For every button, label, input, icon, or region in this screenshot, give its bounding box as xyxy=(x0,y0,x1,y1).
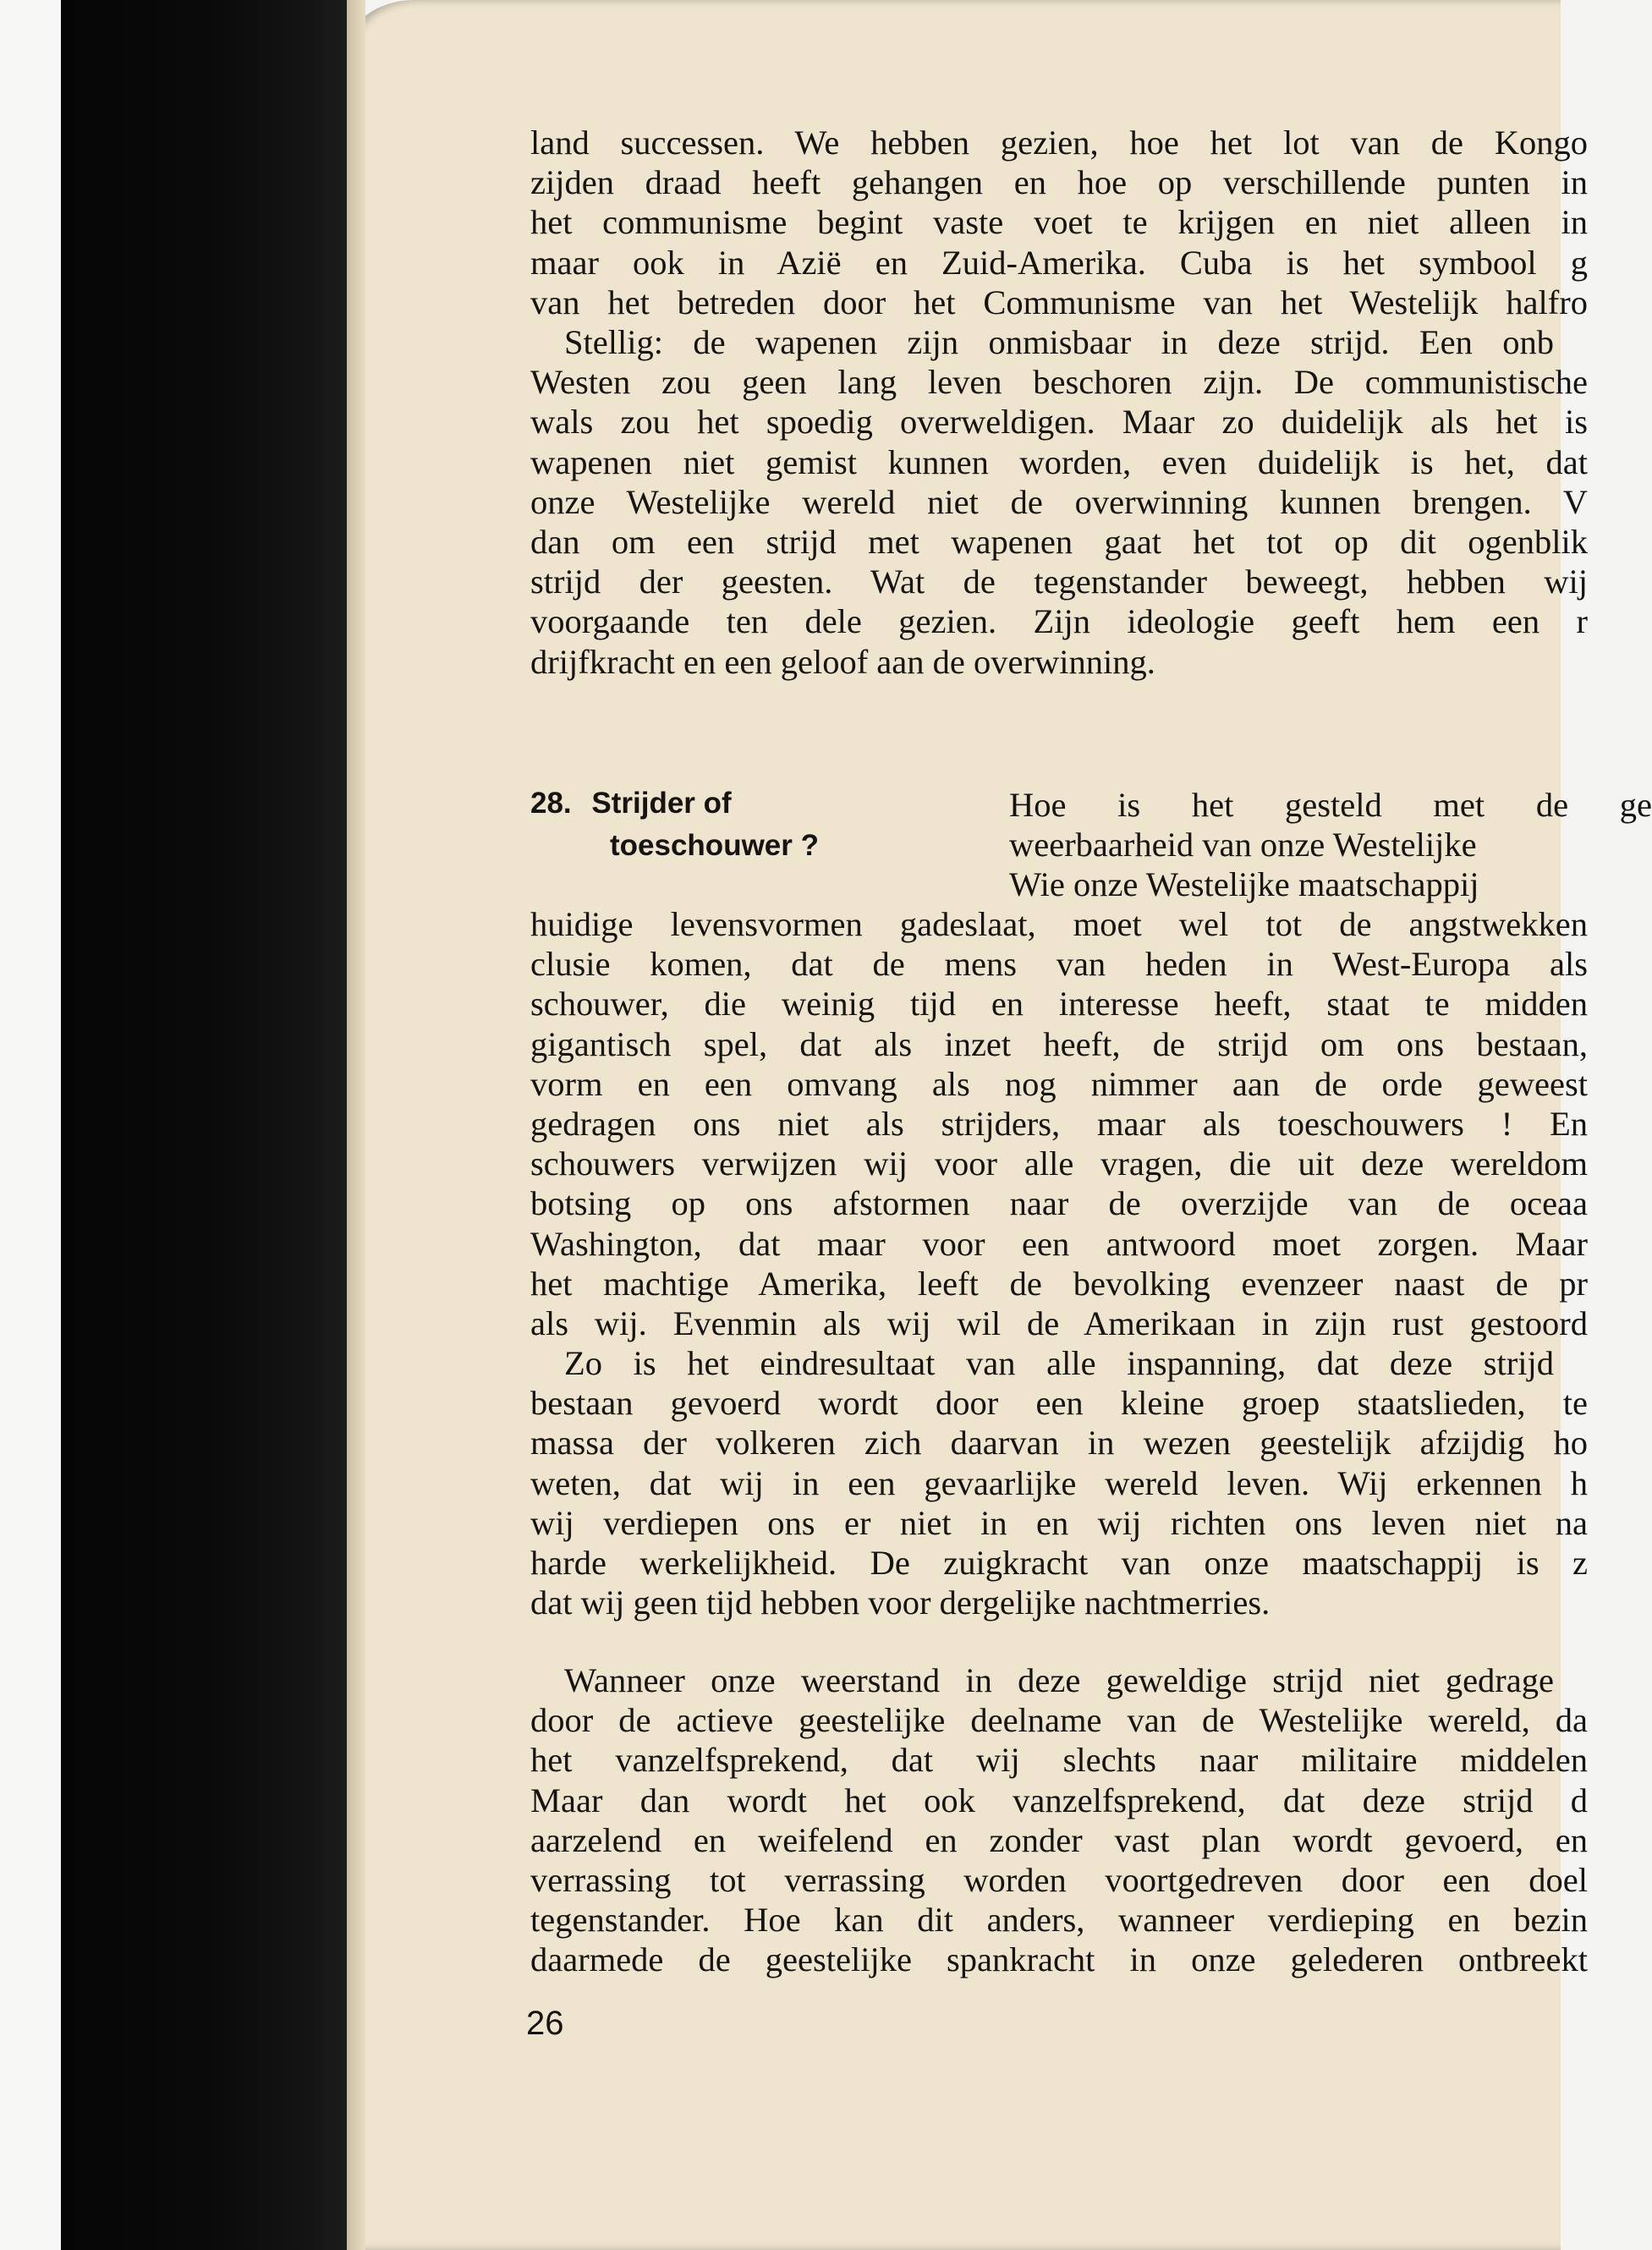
section-intro xyxy=(1009,785,1652,905)
text-line: daarmede de geestelijke spankracht in onze gelederen ontbreekt xyxy=(530,1940,1588,1979)
text-line: dan om een strijd met wapenen gaat het tot op dit ogenblik xyxy=(530,522,1588,561)
text-line: het communisme begint vaste voet te krijgen en niet alleen in xyxy=(530,203,1588,242)
section-number: 28. xyxy=(530,787,572,820)
text-line: drijfkracht en een geloof aan de overwinning. xyxy=(530,642,1155,681)
text-line: massa der volkeren zich daarvan in wezen geestelijk afzijdig ho xyxy=(530,1424,1588,1462)
text-line: het vanzelfsprekend, dat wij slechts naar militaire middelen xyxy=(530,1741,1588,1780)
text-line: Maar dan wordt het ook vanzelfsprekend, dat deze strijd d xyxy=(530,1781,1588,1819)
section-title-line-2: toeschouwer ? xyxy=(610,829,819,862)
book-page xyxy=(347,0,1652,2250)
page-number: 26 xyxy=(526,2005,564,2042)
text-line: maar ook in Azië en Zuid-Amerika. Cuba is het symbool g xyxy=(530,243,1588,282)
text-line: het machtige Amerika, leeft de bevolking evenzeer naast de pr xyxy=(530,1264,1588,1303)
paragraph-2 xyxy=(530,322,1588,682)
text-line: van het betreden door het Communisme van het Westelijk halfro xyxy=(530,283,1588,321)
text-line: wapenen niet gemist kunnen worden, even duidelijk is het, dat xyxy=(530,442,1588,481)
text-line: Westen zou geen lang leven beschoren zijn. De communistische xyxy=(530,363,1588,402)
text-line: aarzelend en weifelend en zonder vast plan wordt gevoerd, en xyxy=(530,1820,1588,1859)
text-line: Washington, dat maar voor een antwoord moet zorgen. Maar xyxy=(530,1224,1588,1263)
text-line: wals zou het spoedig overweldigen. Maar zo duidelijk als het is xyxy=(530,403,1588,442)
text-line: schouwers verwijzen wij voor alle vragen, die uit deze wereldom xyxy=(530,1144,1588,1183)
text-line: Wie onze Westelijke maatschappij xyxy=(1009,865,1479,904)
text-line: weten, dat wij in een gevaarlijke wereld leven. Wij erkennen h xyxy=(530,1463,1588,1502)
section-title-line-1: Strijder of xyxy=(591,787,732,820)
paragraph-3 xyxy=(530,904,1588,1343)
text-line: vorm en een omvang als nog nimmer aan de orde geweest xyxy=(530,1064,1588,1103)
scan-margin xyxy=(0,0,61,2250)
text-line: tegenstander. Hoe kan dit anders, wanneer verdieping en bezin xyxy=(530,1901,1588,1940)
text-line: botsing op ons afstormen naar de overzijde van de oceaa xyxy=(530,1184,1588,1223)
text-line: Wanneer onze weerstand in deze geweldige strijd niet gedrage xyxy=(564,1661,1554,1699)
text-line: weerbaarheid van onze Westelijke xyxy=(1009,826,1477,864)
text-line: Zo is het eindresultaat van alle inspanning, dat deze strijd xyxy=(564,1344,1554,1382)
text-line: harde werkelijkheid. De zuigkracht van onze maatschappij is z xyxy=(530,1543,1588,1582)
text-line: huidige levensvormen gadeslaat, moet wel tot de angstwekken xyxy=(530,905,1588,943)
text-line: clusie komen, dat de mens van heden in West-Europa als xyxy=(530,945,1588,984)
paragraph-5 xyxy=(530,1660,1588,1980)
text-line: gedragen ons niet als strijders, maar als toeschouwers ! En xyxy=(530,1104,1588,1143)
book-edge-shadow xyxy=(61,0,353,2250)
paragraph-4 xyxy=(530,1343,1588,1622)
text-line: gigantisch spel, dat als inzet heeft, de strijd om ons bestaan, xyxy=(530,1024,1588,1063)
text-line: schouwer, die weinig tijd en interesse heeft, staat te midden xyxy=(530,985,1588,1023)
text-line: voorgaande ten dele gezien. Zijn ideologie geeft hem een r xyxy=(530,602,1588,641)
text-line: Stellig: de wapenen zijn onmisbaar in deze strijd. Een onb xyxy=(564,323,1554,361)
text-line: bestaan gevoerd wordt door een kleine groep staatslieden, te xyxy=(530,1384,1588,1423)
text-line: door de actieve geestelijke deelname van de Westelijke wereld, da xyxy=(530,1701,1588,1740)
text-line: als wij. Evenmin als wij wil de Amerikaan in zijn rust gestoord xyxy=(530,1303,1588,1342)
text-line: verrassing tot verrassing worden voortgedreven door een doel xyxy=(530,1860,1588,1899)
text-line: onze Westelijke wereld niet de overwinning kunnen brengen. V xyxy=(530,482,1588,521)
text-line: land successen. We hebben gezien, hoe het lot van de Kongo xyxy=(530,123,1588,162)
text-line: strijd der geesten. Wat de tegenstander beweegt, hebben wij xyxy=(530,562,1588,601)
text-line: Hoe is het gesteld met de ge xyxy=(1009,786,1652,824)
text-line: wij verdiepen ons er niet in en wij richten ons leven niet na xyxy=(530,1503,1588,1542)
paragraph-1 xyxy=(530,123,1588,322)
text-line: zijden draad heeft gehangen en hoe op verschillende punten in xyxy=(530,163,1588,202)
text-line: dat wij geen tijd hebben voor dergelijke nachtmerries. xyxy=(530,1583,1271,1622)
